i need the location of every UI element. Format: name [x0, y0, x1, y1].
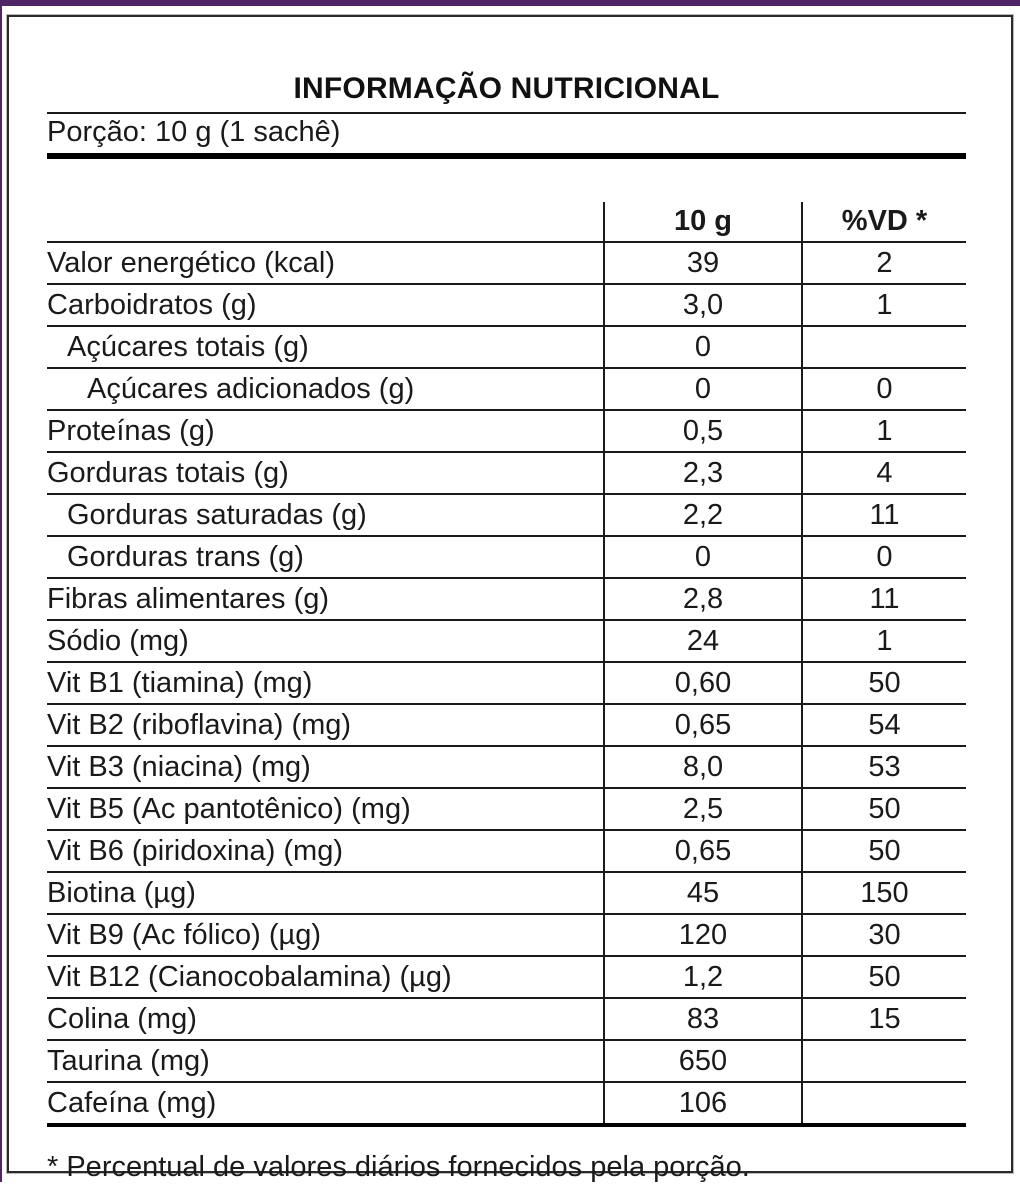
nutrient-name: Gorduras trans (g)	[47, 536, 604, 578]
nutrition-table-body	[47, 242, 966, 1125]
nutrient-daily-value	[802, 326, 966, 368]
nutrient-daily-value: 4	[802, 452, 966, 494]
nutrient-daily-value: 1	[802, 284, 966, 326]
table-row	[47, 1040, 966, 1082]
nutrient-name: Cafeína (mg)	[47, 1082, 604, 1125]
title-divider	[47, 112, 966, 114]
nutrient-daily-value: 50	[802, 662, 966, 704]
nutrient-name: Vit B3 (niacina) (mg)	[47, 746, 604, 788]
nutrient-daily-value: 54	[802, 704, 966, 746]
table-row	[47, 788, 966, 830]
table-row	[47, 536, 966, 578]
nutrient-daily-value: 30	[802, 914, 966, 956]
nutrient-daily-value: 50	[802, 956, 966, 998]
nutrient-daily-value: 2	[802, 242, 966, 284]
nutrient-daily-value	[802, 1082, 966, 1125]
nutrient-name: Colina (mg)	[47, 998, 604, 1040]
nutrient-amount: 0,65	[604, 830, 802, 872]
nutrient-amount: 0,5	[604, 410, 802, 452]
nutrient-name: Vit B5 (Ac pantotênico) (mg)	[47, 788, 604, 830]
nutrient-amount: 2,2	[604, 494, 802, 536]
nutrient-amount: 0	[604, 368, 802, 410]
table-row	[47, 284, 966, 326]
nutrient-name: Sódio (mg)	[47, 620, 604, 662]
nutrient-amount: 83	[604, 998, 802, 1040]
nutrient-amount: 2,5	[604, 788, 802, 830]
nutrient-amount: 2,3	[604, 452, 802, 494]
table-row	[47, 368, 966, 410]
nutrient-daily-value: 11	[802, 578, 966, 620]
nutrient-daily-value: 0	[802, 536, 966, 578]
nutrient-daily-value: 15	[802, 998, 966, 1040]
nutrition-label	[7, 15, 1013, 1183]
nutrient-amount: 650	[604, 1040, 802, 1082]
table-row	[47, 452, 966, 494]
nutrient-daily-value: 50	[802, 788, 966, 830]
column-header-amount: 10 g	[604, 202, 802, 242]
daily-value-footnote: * Percentual de valores diários fornecidos pela porção.	[47, 1151, 750, 1183]
table-row	[47, 830, 966, 872]
nutrient-amount: 24	[604, 620, 802, 662]
table-row	[47, 578, 966, 620]
nutrient-name: Açúcares adicionados (g)	[47, 368, 604, 410]
nutrient-name: Taurina (mg)	[47, 1040, 604, 1082]
table-row	[47, 494, 966, 536]
nutrient-amount: 1,2	[604, 956, 802, 998]
nutrient-daily-value: 11	[802, 494, 966, 536]
nutrient-daily-value: 150	[802, 872, 966, 914]
nutrient-daily-value: 1	[802, 410, 966, 452]
nutrient-daily-value	[802, 1040, 966, 1082]
nutrient-name: Biotina (µg)	[47, 872, 604, 914]
nutrient-amount: 3,0	[604, 284, 802, 326]
nutrient-amount: 39	[604, 242, 802, 284]
nutrient-name: Fibras alimentares (g)	[47, 578, 604, 620]
nutrient-daily-value: 53	[802, 746, 966, 788]
column-header-daily-value: %VD *	[802, 202, 966, 242]
nutrition-table	[47, 202, 966, 1127]
table-row	[47, 872, 966, 914]
nutrient-name: Vit B9 (Ac fólico) (µg)	[47, 914, 604, 956]
table-row	[47, 998, 966, 1040]
nutrient-daily-value: 0	[802, 368, 966, 410]
nutrient-amount: 0,60	[604, 662, 802, 704]
purple-frame-top	[0, 0, 1020, 6]
table-row	[47, 1082, 966, 1125]
table-row	[47, 956, 966, 998]
purple-frame-left	[0, 0, 2, 1182]
nutrient-amount: 2,8	[604, 578, 802, 620]
table-row	[47, 746, 966, 788]
nutrient-amount: 0,65	[604, 704, 802, 746]
nutrient-daily-value: 1	[802, 620, 966, 662]
nutrient-name: Açúcares totais (g)	[47, 326, 604, 368]
nutrient-name: Vit B2 (riboflavina) (mg)	[47, 704, 604, 746]
nutrient-amount: 0	[604, 326, 802, 368]
nutrient-amount: 45	[604, 872, 802, 914]
table-row	[47, 914, 966, 956]
nutrient-name: Valor energético (kcal)	[47, 242, 604, 284]
nutrient-name: Vit B12 (Cianocobalamina) (µg)	[47, 956, 604, 998]
column-header-nutrient	[47, 202, 604, 242]
table-row	[47, 242, 966, 284]
nutrient-name: Proteínas (g)	[47, 410, 604, 452]
nutrient-name: Vit B6 (piridoxina) (mg)	[47, 830, 604, 872]
nutrient-daily-value: 50	[802, 830, 966, 872]
nutrient-name: Gorduras saturadas (g)	[47, 494, 604, 536]
nutrient-name: Gorduras totais (g)	[47, 452, 604, 494]
nutrient-name: Carboidratos (g)	[47, 284, 604, 326]
table-row	[47, 704, 966, 746]
table-row	[47, 326, 966, 368]
nutrient-amount: 0	[604, 536, 802, 578]
nutrient-amount: 8,0	[604, 746, 802, 788]
table-row	[47, 662, 966, 704]
nutrient-amount: 120	[604, 914, 802, 956]
label-title: INFORMAÇÃO NUTRICIONAL	[293, 72, 720, 105]
table-header-row	[47, 202, 966, 242]
portion-divider	[47, 153, 966, 159]
nutrient-name: Vit B1 (tiamina) (mg)	[47, 662, 604, 704]
portion-size: Porção: 10 g (1 sachê)	[47, 116, 341, 148]
table-row	[47, 620, 966, 662]
table-row	[47, 410, 966, 452]
nutrient-amount: 106	[604, 1082, 802, 1125]
